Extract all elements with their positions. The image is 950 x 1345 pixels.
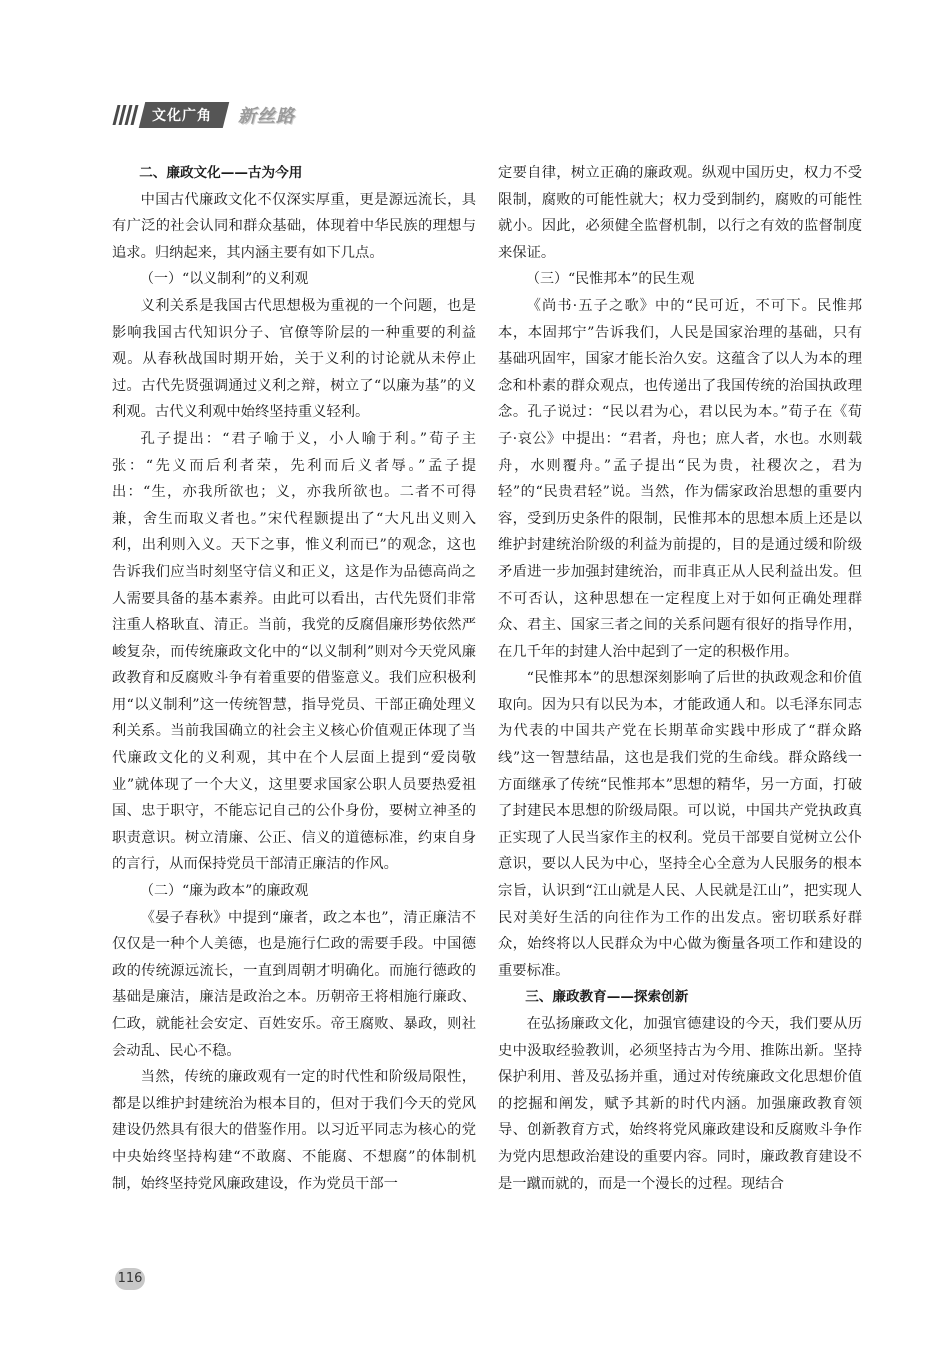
subsection-heading: （三）“民惟邦本”的民生观 <box>526 271 695 288</box>
section-label: 文化广角 <box>152 108 212 124</box>
paragraph: “民惟邦本”的思想深刻影响了后世的执政观念和价值取向。因为只有以民为本，才能政通人和。以毛泽东同志为代表的中国共产党在长期革命实践中形成了“群众路线”这一智慧结晶，这也是我们党的生命线。群众路线一方面继承了传统“民惟邦本”思想的精华，另一方面，打破了封建民本思想的阶级局限。可以说，中国共产党执政真正实现了人民当家作主的权利。党员干部要自觉树立公仆意识，要以人民为中心，坚持全心全意为人民服务的根本宗旨，认识到“江山就是人民、人民就是江山”，把实现人民对美好生活的向往作为工作的出发点。密切联系好群众，始终将以人民群众为中心做为衡量各项工作和建设的重要标准。 <box>498 670 862 979</box>
section-tab <box>139 102 229 128</box>
subsection-heading: （二）“廉为政本”的廉政观 <box>140 883 309 900</box>
brand-logo: 新丝路 <box>238 106 295 127</box>
section-heading: 二、廉政文化——古为今用 <box>139 165 303 181</box>
paragraph: 在弘扬廉政文化，加强官德建设的今天，我们要从历史中汲取经验教训，必须坚持古为今用、推陈出新。坚持保护利用、普及弘扬并重，通过对传统廉政文化思想价值的挖掘和阐发，赋予其新的时代内涵。加强廉政教育领导、创新教育方式，始终将党风廉政建设和反腐败斗争作为党内思想政治建设的重要内容。同时，廉政教育建设不是一蹴而就的，而是一个漫长的过程。现结合 <box>498 1016 862 1192</box>
paragraph: 《尚书·五子之歌》中的“民可近，不可下。民惟邦本，本固邦宁”告诉我们，人民是国家治理的基础，只有基础巩固牢，国家才能长治久安。这蕴含了以人为本的理念和朴素的群众观点，也传递出了我国传统的治国执政理念。孔子说过：“民以君为心，君以民为本。”荀子在《荀子·哀公》中提出：“君者，舟也；庶人者，水也。水则载舟，水则覆舟。”孟子提出“民为贵，社稷次之，君为轻”的“民贵君轻”说。当然，作为儒家政治思想的重要内容，受到历史条件的限制，民惟邦本的思想本质上还是以维护封建统治阶级的利益为前提的，目的是通过缓和阶级矛盾进一步加强封建统治，而非真正从人民利益出发。但不可否认，这种思想在一定程度上对于如何正确处理群众、君主、国家三者之间的关系问题有很好的指导作用，在几千年的封建人治中起到了一定的积极作用。 <box>498 297 862 660</box>
paragraph: 孔子提出：“君子喻于义，小人喻于利。”荀子主张：“先义而后利者荣，先利而后义者辱。”孟子提出：“生，亦我所欲也；义，亦我所欲也。二者不可得兼，舍生而取义者也。”宋代程颢提出了“大凡出义则入利，出利则入义。天下之事，惟义利而已”的观念，这也告诉我们应当时刻坚守信义和正义，这是作为品德高尚之人需要具备的基本素养。由此可以看出，古代先贤们非常注重人格耿直、清正。当前，我党的反腐倡廉形势依然严峻复杂，而传统廉政文化中的“以义制利”则对今天党风廉政教育和反腐败斗争有着重要的借鉴意义。我们应积极利用“以义制利”这一传统智慧，指导党员、干部正确处理义利关系。当前我国确立的社会主义核心价值观正体现了当代廉政文化的义利观，其中在个人层面上提到“爱岗敬业”就体现了一个大义，这里要求国家公职人员要热爱祖国、忠于职守，不能忘记自己的公仆身份，要树立神圣的职责意识。树立清廉、公正、信义的道德标准，约束自身的言行，从而保持党员干部清正廉洁的作风。 <box>112 430 476 873</box>
section-heading: 三、廉政教育——探索创新 <box>525 989 689 1006</box>
paragraph: 当然，传统的廉政观有一定的时代性和阶级局限性，都是以维护封建统治为根本目的，但对于我们今天的党风建设仍然具有很大的借鉴作用。以习近平同志为核心的党中央始终坚持构建“不敢腐、不能腐、不想腐”的体制机制，始终坚持党风廉政建设，作为党员干部一 <box>112 1069 476 1192</box>
page-number: 116 <box>115 1268 145 1290</box>
paragraph: 中国古代廉政文化不仅深实厚重，更是源远流长，具有广泛的社会认同和群众基础，体现着中华民族的理想与追求。归纳起来，其内涵主要有如下几点。 <box>112 191 476 261</box>
left-column <box>112 160 476 1197</box>
header-stripes-icon <box>115 105 136 125</box>
paragraph: 义利关系是我国古代思想极为重视的一个问题，也是影响我国古代知识分子、官僚等阶层的一种重要的利益观。从春秋战国时期开始，关于义利的讨论就从未停止过。古代先贤强调通过义利之辩，树立了“以廉为基”的义利观。古代义利观中始终坚持重义轻利。 <box>112 297 476 421</box>
paragraph: 《晏子春秋》中提到“廉者，政之本也”，清正廉洁不仅仅是一种个人美德，也是施行仁政的需要手段。中国德政的传统源远流长，一直到周朝才明确化。而施行德政的基础是廉洁，廉洁是政治之本。历朝帝王将相施行廉政、仁政，就能社会安定、百姓安乐。帝王腐败、暴政，则社会动乱、民心不稳。 <box>112 909 476 1059</box>
page-header <box>115 101 295 129</box>
paragraph-continued: 定要自律，树立正确的廉政观。纵观中国历史，权力不受限制，腐败的可能性就大；权力受到制约，腐败的可能性就小。因此，必须健全监督机制，以行之有效的监督制度来保证。 <box>498 165 862 261</box>
right-column <box>498 160 862 1197</box>
subsection-heading: （一）“以义制利”的义利观 <box>140 271 309 288</box>
